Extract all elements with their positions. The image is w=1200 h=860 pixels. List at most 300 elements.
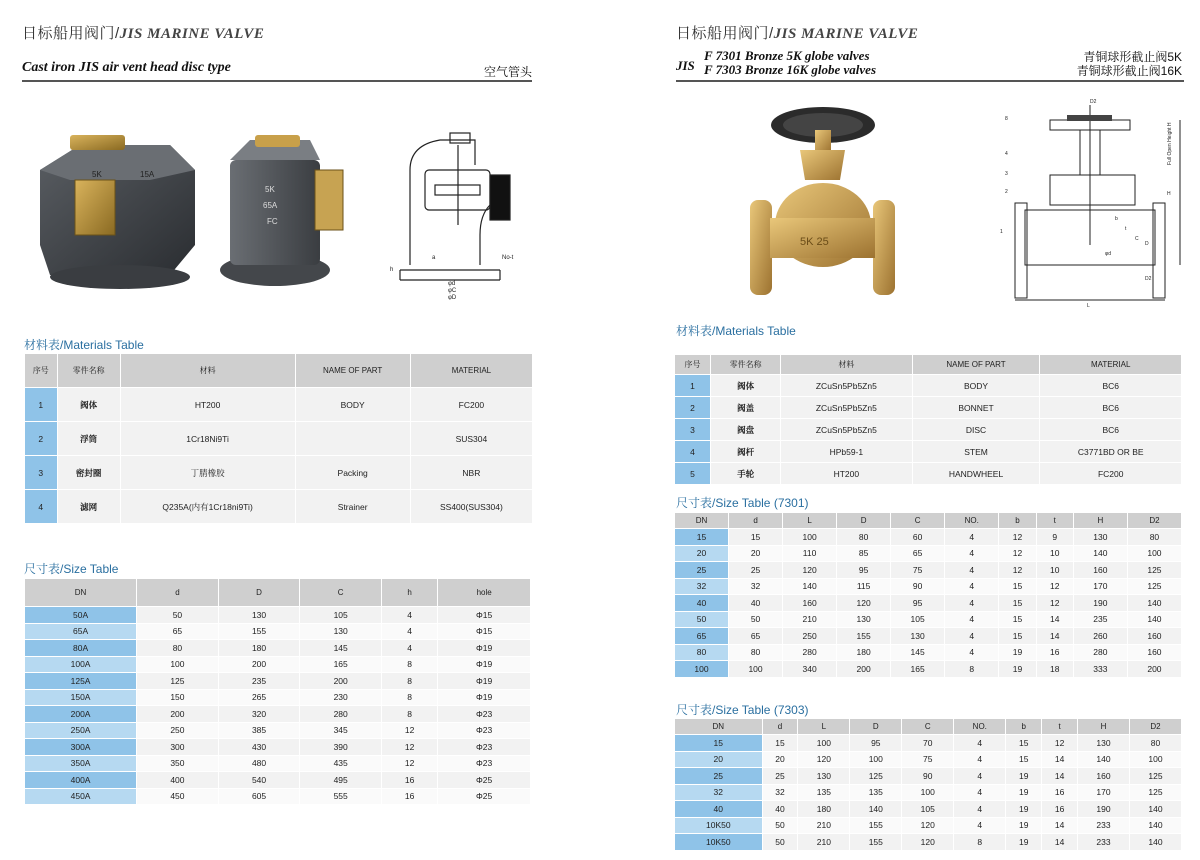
right-jis: JIS [676,58,695,73]
table-cell: 8 [381,689,437,706]
table-cell: 15 [999,611,1036,628]
table-cell: 100 [798,735,850,752]
column-header: 材料 [781,355,912,375]
column-header: L [798,719,850,735]
right-sub1: F 7301 Bronze 5K globe valves [704,48,870,63]
rdiag-label-d2: D2 [1145,276,1152,282]
table-cell: 25 [729,562,783,579]
table-cell: Φ19 [438,689,531,706]
table-row [675,463,1182,485]
table-cell: 170 [1073,578,1127,595]
table-cell: 4 [945,628,999,645]
table-cell: 80A [25,640,137,657]
table-cell: 15 [729,529,783,546]
table-cell: ZCuSn5Pb5Zn5 [781,397,912,419]
table-cell: 4 [945,644,999,661]
table-cell: 190 [1077,801,1129,818]
diagram-label-h: h [390,267,394,273]
column-header: L [783,513,837,529]
column-header: d [762,719,798,735]
table-row [675,441,1182,463]
table-cell: 40 [762,801,798,818]
table-row [675,578,1182,595]
table-cell: 32 [675,784,763,801]
table-cell: 450A [25,788,137,805]
rdiag-label-4: 4 [1005,151,1008,157]
right-size2-title: 尺寸表/Size Table (7303) [676,703,809,717]
column-header: d [729,513,783,529]
table-cell: 140 [783,578,837,595]
globe-valve-diagram [995,95,1185,310]
table-cell: 200 [837,661,891,678]
rdiag-label-3: 3 [1005,171,1008,177]
table-cell: 233 [1077,834,1129,851]
table-cell: 65 [137,623,219,640]
table-cell: 3 [25,456,58,490]
table-cell: 495 [300,772,382,789]
rdiag-top-label: D2 [1090,99,1097,105]
table-cell: 105 [300,607,382,624]
column-header: NO. [945,513,999,529]
table-cell: 250 [137,722,219,739]
svg-text:5K: 5K [265,185,275,194]
table-cell: 4 [945,529,999,546]
column-header: MATERIAL [1040,355,1182,375]
table-cell: 80 [1127,529,1181,546]
left-subtitle: Cast iron JIS air vent head disc type [22,60,231,75]
air-vent-head-photo-2 [215,130,355,290]
table-cell: 12 [999,562,1036,579]
table-cell: 435 [300,755,382,772]
table-cell: 4 [954,751,1006,768]
table-cell: 125 [1127,562,1181,579]
column-header: NO. [954,719,1006,735]
table-row [25,422,533,456]
table-row [25,706,531,723]
table-cell: 19 [1006,801,1042,818]
table-cell: 265 [218,689,300,706]
table-cell: 14 [1036,611,1073,628]
table-cell: 25 [762,768,798,785]
table-cell: 14 [1036,628,1073,645]
svg-text:FC: FC [267,217,278,226]
right-rule [676,80,1184,82]
column-header: t [1042,719,1078,735]
table-row [25,772,531,789]
table-cell: 130 [891,628,945,645]
column-header: b [999,513,1036,529]
table-cell: 200 [300,673,382,690]
column-header: h [381,579,437,607]
table-cell: 16 [381,788,437,805]
column-header: 序号 [25,354,58,388]
table-cell: 3 [675,419,711,441]
table-cell: 14 [1042,817,1078,834]
column-header: 材料 [120,354,295,388]
table-cell: ZCuSn5Pb5Zn5 [781,375,912,397]
table-cell: 235 [218,673,300,690]
table-cell: 95 [891,595,945,612]
table-cell: 160 [1077,768,1129,785]
column-header: 零件名称 [711,355,781,375]
table-cell: 5 [675,463,711,485]
table-row [25,456,533,490]
table-cell: 16 [381,772,437,789]
table-cell: BC6 [1040,375,1182,397]
table-cell: Φ15 [438,607,531,624]
column-header: 序号 [675,355,711,375]
table-cell: 手轮 [711,463,781,485]
table-cell: 180 [837,644,891,661]
table-cell: 300A [25,739,137,756]
table-cell: 125 [1129,784,1181,801]
table-cell: 140 [850,801,902,818]
globe-valve-photo [745,100,895,300]
table-cell: 阀体 [711,375,781,397]
table-row [25,722,531,739]
table-cell: 50 [675,611,729,628]
table-cell: 12 [999,529,1036,546]
table-cell: 16 [1042,801,1078,818]
table-cell: 8 [381,706,437,723]
table-cell: 80 [675,644,729,661]
right-size1-title: 尺寸表/Size Table (7301) [676,496,809,510]
table-cell: 155 [850,817,902,834]
table-cell: 250A [25,722,137,739]
table-cell: 浮筒 [57,422,120,456]
table-cell: 120 [798,751,850,768]
table-row [675,529,1182,546]
diagram-label-big-d: φD [448,295,457,300]
table-cell: 130 [300,623,382,640]
table-cell: 180 [798,801,850,818]
table-cell: 190 [1073,595,1127,612]
table-cell: 阀杆 [711,441,781,463]
table-cell: 4 [954,817,1006,834]
table-cell: 20 [675,545,729,562]
table-cell: 130 [218,607,300,624]
diagram-label-a: a [432,255,436,261]
rdiag-side-label: Full Open Height H [1167,122,1173,165]
table-cell: HANDWHEEL [912,463,1040,485]
table-cell: 100 [1129,751,1181,768]
column-header: D [850,719,902,735]
table-row [675,768,1182,785]
left-subtitle-cn: 空气管头 [483,65,532,79]
table-cell: 50 [729,611,783,628]
table-cell: 130 [837,611,891,628]
table-cell: Φ23 [438,706,531,723]
table-cell: 210 [798,817,850,834]
table-cell: 20 [729,545,783,562]
table-cell: 300 [137,739,219,756]
table-cell: SUS304 [410,422,532,456]
table-header-row [25,354,533,388]
rdiag-label-t: t [1125,226,1127,232]
table-cell: STEM [912,441,1040,463]
column-header: 零件名称 [57,354,120,388]
table-row [675,628,1182,645]
table-cell: 70 [902,735,954,752]
table-cell: 385 [218,722,300,739]
table-cell: 200 [1127,661,1181,678]
table-cell: 50 [762,834,798,851]
column-header: d [137,579,219,607]
table-row [675,661,1182,678]
rdiag-label-2: 2 [1005,189,1008,195]
table-cell: 390 [300,739,382,756]
column-header: t [1036,513,1073,529]
table-row [25,388,533,422]
table-cell: 2 [675,397,711,419]
svg-text:5K: 5K [92,170,102,179]
table-cell: 19 [1006,768,1042,785]
table-cell: 1 [675,375,711,397]
table-cell: 340 [783,661,837,678]
table-cell: 280 [1073,644,1127,661]
table-cell: 140 [1127,611,1181,628]
diagram-label-d: φd [448,281,456,287]
table-cell: 4 [381,640,437,657]
table-cell: 555 [300,788,382,805]
right-materials-table [674,354,1182,485]
table-cell: 15 [999,628,1036,645]
table-cell: 4 [945,595,999,612]
table-cell: 165 [300,656,382,673]
table-cell: 4 [381,607,437,624]
table-cell: BC6 [1040,419,1182,441]
table-cell: 4 [945,545,999,562]
table-cell: 135 [850,784,902,801]
table-cell: 235 [1073,611,1127,628]
rdiag-label-d: D [1145,241,1149,247]
table-cell: 19 [1006,817,1042,834]
table-cell: 8 [381,673,437,690]
table-cell: Packing [295,456,410,490]
table-cell: 200A [25,706,137,723]
table-cell: BC6 [1040,397,1182,419]
table-cell: 阀盘 [711,419,781,441]
table-cell: 200 [137,706,219,723]
table-cell: 80 [729,644,783,661]
left-rule [22,80,532,82]
table-cell: 125 [1127,578,1181,595]
table-cell: 4 [381,623,437,640]
table-cell: 9 [1036,529,1073,546]
table-row [25,490,533,524]
table-cell: 280 [783,644,837,661]
air-vent-head-diagram [380,125,540,300]
table-cell: 40 [729,595,783,612]
table-cell: 4 [954,784,1006,801]
table-cell: 100 [729,661,783,678]
table-cell: SS400(SUS304) [410,490,532,524]
table-cell: 14 [1042,768,1078,785]
table-cell: 140 [1129,817,1181,834]
table-cell: 320 [218,706,300,723]
table-cell: 155 [218,623,300,640]
right-cn1: 青铜球形截止阀5K [1083,50,1182,64]
table-cell: Strainer [295,490,410,524]
table-cell: 12 [381,722,437,739]
table-row [675,644,1182,661]
table-cell: 80 [137,640,219,657]
table-cell: 90 [902,768,954,785]
table-row [675,735,1182,752]
column-header: DN [675,719,763,735]
table-cell: 8 [945,661,999,678]
table-cell: 200 [218,656,300,673]
table-cell: 140 [1077,751,1129,768]
table-cell: 密封圈 [57,456,120,490]
diagram-hole-label: No-t [502,255,514,261]
column-header: hole [438,579,531,607]
table-cell: 滤网 [57,490,120,524]
table-cell: 12 [999,545,1036,562]
table-row [675,419,1182,441]
table-cell: 19 [1006,834,1042,851]
table-cell: Φ19 [438,656,531,673]
table-cell: 150 [137,689,219,706]
left-materials-title: 材料表/Materials Table [24,338,144,352]
table-cell: 450 [137,788,219,805]
table-cell: 丁腈橡胶 [120,456,295,490]
table-cell: 280 [300,706,382,723]
table-cell: 50A [25,607,137,624]
rdiag-label-b: b [1115,216,1118,222]
column-header: H [1073,513,1127,529]
rdiag-label-8: 8 [1005,116,1008,122]
rdiag-label-phi-d: φd [1105,251,1112,257]
column-header: DN [675,513,729,529]
table-cell: 4 [954,801,1006,818]
table-cell: 605 [218,788,300,805]
table-cell: 110 [783,545,837,562]
table-cell: DISC [912,419,1040,441]
right-sub2: F 7303 Bronze 16K globe valves [704,62,877,77]
table-cell: 100 [783,529,837,546]
rdiag-label-1: 1 [1000,229,1003,235]
table-cell: 19 [999,644,1036,661]
table-header-row [25,579,531,607]
table-cell: 165 [891,661,945,678]
table-cell: 18 [1036,661,1073,678]
column-header: C [891,513,945,529]
table-cell: 130 [1077,735,1129,752]
table-cell: 50 [762,817,798,834]
table-cell: ZCuSn5Pb5Zn5 [781,419,912,441]
right-header-jis: JIS MARINE VALVE [773,26,919,42]
table-header-row [675,719,1182,735]
right-header [676,22,918,43]
column-header: C [902,719,954,735]
table-cell: 100 [675,661,729,678]
table-cell: 95 [850,735,902,752]
table-cell: 8 [381,656,437,673]
table-cell: 14 [1042,834,1078,851]
table-cell: 12 [381,739,437,756]
table-cell: 145 [891,644,945,661]
table-cell: 160 [1127,644,1181,661]
rdiag-label-h: H [1167,191,1171,197]
table-cell: 12 [381,755,437,772]
table-cell: 130 [1073,529,1127,546]
table-row [675,834,1182,851]
table-cell: 170 [1077,784,1129,801]
table-cell: 210 [783,611,837,628]
column-header: D [218,579,300,607]
rdiag-label-l: L [1087,303,1090,309]
table-cell: NBR [410,456,532,490]
table-row [25,689,531,706]
table-cell: 25 [675,768,763,785]
table-cell: 15 [999,595,1036,612]
table-cell: 4 [954,735,1006,752]
table-cell: 10K50 [675,834,763,851]
table-cell: 430 [218,739,300,756]
table-cell: 160 [1073,562,1127,579]
table-cell: 260 [1073,628,1127,645]
table-cell: BODY [912,375,1040,397]
column-header: DN [25,579,137,607]
table-cell: 2 [25,422,58,456]
column-header: b [1006,719,1042,735]
table-cell: 12 [1036,595,1073,612]
table-cell: Φ23 [438,739,531,756]
table-row [675,751,1182,768]
table-cell: 阀体 [57,388,120,422]
table-cell: 15 [762,735,798,752]
left-size-table [24,578,531,805]
column-header: C [300,579,382,607]
table-cell: 233 [1077,817,1129,834]
table-cell: 100 [850,751,902,768]
table-cell: 65A [25,623,137,640]
table-cell: 20 [762,751,798,768]
svg-text:65A: 65A [263,201,278,210]
diagram-label-c: φC [448,288,457,294]
table-cell: 130 [798,768,850,785]
table-cell: 100 [1127,545,1181,562]
table-cell: BONNET [912,397,1040,419]
table-cell: 333 [1073,661,1127,678]
table-cell: 15 [675,529,729,546]
table-cell: 105 [902,801,954,818]
table-cell: 4 [945,578,999,595]
table-cell: 400A [25,772,137,789]
table-row [675,595,1182,612]
table-cell: 115 [837,578,891,595]
table-cell: Φ25 [438,772,531,789]
table-cell: 145 [300,640,382,657]
table-cell: 75 [902,751,954,768]
table-cell: 90 [891,578,945,595]
table-row [675,375,1182,397]
table-cell: 19 [1006,784,1042,801]
right-size2-table [674,718,1182,851]
right-page [600,0,1200,860]
table-cell: 345 [300,722,382,739]
table-cell: 120 [902,834,954,851]
table-row [675,817,1182,834]
table-cell: 140 [1129,834,1181,851]
table-cell: 75 [891,562,945,579]
table-cell: Φ15 [438,623,531,640]
table-cell: 100 [137,656,219,673]
right-size1-table [674,512,1182,678]
table-cell: 40 [675,595,729,612]
table-cell: 150A [25,689,137,706]
